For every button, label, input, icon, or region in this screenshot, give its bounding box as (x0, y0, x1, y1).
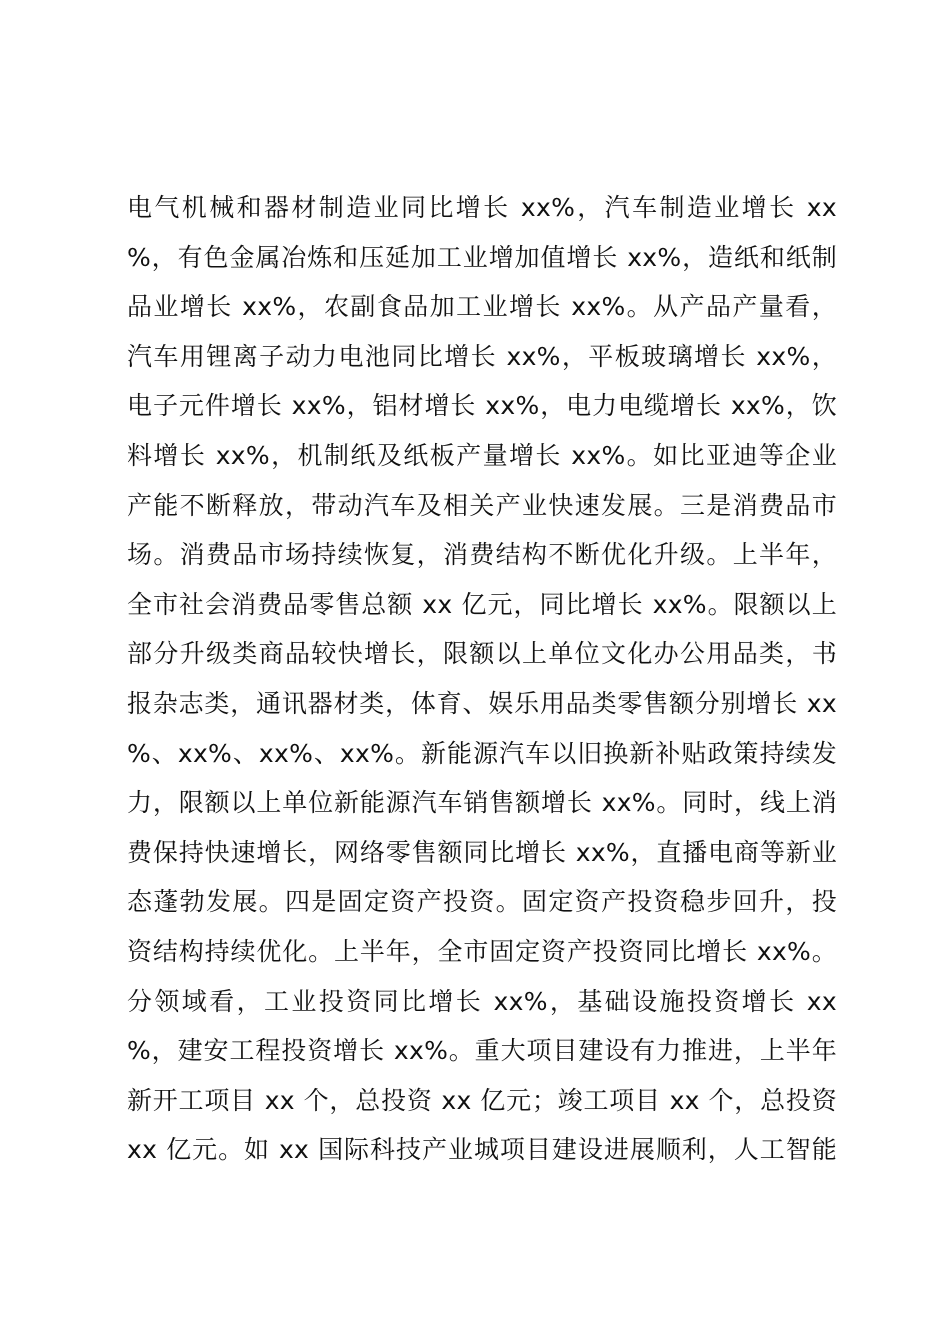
text-line: 力，限额以上单位新能源汽车销售额增长 xx%。同时，线上消 (127, 788, 837, 818)
text-line: 报杂志类，通讯器材类，体育、娱乐用品类零售额分别增长 xx (127, 688, 837, 718)
text-line: 态蓬勃发展。四是固定资产投资。固定资产投资稳步回升，投 (127, 887, 837, 917)
text-line: 品业增长 xx%，农副食品加工业增长 xx%。从产品产量看， (127, 292, 837, 322)
text-line: 料增长 xx%，机制纸及纸板产量增长 xx%。如比亚迪等企业 (127, 440, 837, 470)
text-line: 电气机械和器材制造业同比增长 xx%，汽车制造业增长 xx (127, 193, 837, 222)
text-line: 新开工项目 xx 个，总投资 xx 亿元；竣工项目 xx 个，总投资 (127, 1085, 837, 1115)
text-line: %，建安工程投资增长 xx%。重大项目建设有力推进，上半年 (127, 1036, 837, 1066)
text-line: 场。消费品市场持续恢复，消费结构不断优化升级。上半年， (127, 540, 837, 570)
text-line: 汽车用锂离子动力电池同比增长 xx%，平板玻璃增长 xx%， (127, 341, 837, 371)
text-line: 分领域看，工业投资同比增长 xx%，基础设施投资增长 xx (127, 986, 837, 1016)
text-line: 费保持快速增长，网络零售额同比增长 xx%，直播电商等新业 (127, 837, 837, 867)
text-line: 部分升级类商品较快增长，限额以上单位文化办公用品类，书 (127, 639, 837, 669)
text-line: 全市社会消费品零售总额 xx 亿元，同比增长 xx%。限额以上 (127, 589, 837, 619)
text-line: 资结构持续优化。上半年，全市固定资产投资同比增长 xx%。 (127, 936, 837, 966)
text-line: %、xx%、xx%、xx%。新能源汽车以旧换新补贴政策持续发 (127, 738, 837, 768)
text-line: %，有色金属冶炼和压延加工业增加值增长 xx%，造纸和纸制 (127, 242, 837, 272)
text-line: 电子元件增长 xx%，铝材增长 xx%，电力电缆增长 xx%，饮 (127, 391, 837, 421)
body-text (127, 183, 837, 1175)
text-line: xx 亿元。如 xx 国际科技产业城项目建设进展顺利，人工智能 (127, 1135, 837, 1165)
text-line: 产能不断释放，带动汽车及相关产业快速发展。三是消费品市 (127, 490, 837, 520)
